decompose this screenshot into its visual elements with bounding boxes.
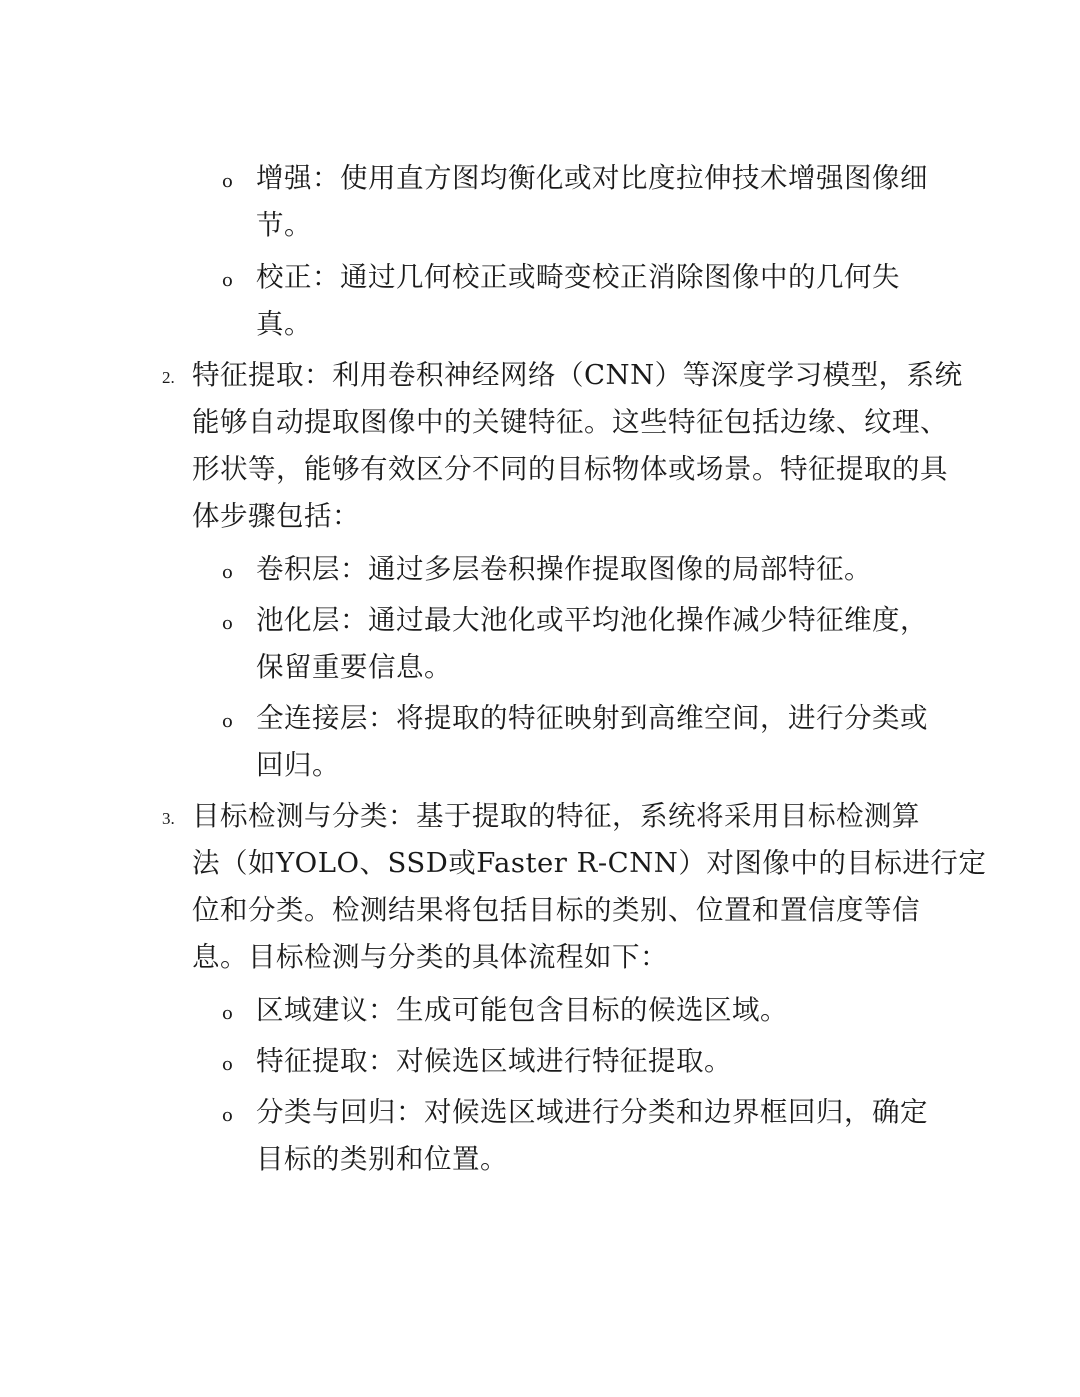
sub-bullet-icon: o (222, 711, 233, 732)
item-text: 形状等，能够有效区分不同的目标物体或场景。特征提取的具 (192, 453, 948, 485)
list-number: 3. (162, 809, 175, 828)
sub-bullet-icon: o (222, 1003, 233, 1024)
sub-item-text: 目标的类别和位置。 (256, 1143, 508, 1175)
sub-item-text: 增强：使用直方图均衡化或对比度拉伸技术增强图像细 (256, 162, 928, 194)
sub-item-text: 分类与回归：对候选区域进行分类和边界框回归，确定 (256, 1096, 928, 1128)
sub-item-text: 真。 (256, 308, 312, 340)
item-text: 法（如YOLO、SSD或Faster R-CNN）对图像中的目标进行定 (192, 847, 987, 879)
sub-item-text: 池化层：通过最大池化或平均池化操作减少特征维度， (256, 604, 928, 636)
sub-bullet-icon: o (222, 1105, 233, 1126)
sub-item-text: 回归。 (256, 749, 340, 781)
sub-bullet-icon: o (222, 562, 233, 583)
sub-item-text: 校正：通过几何校正或畸变校正消除图像中的几何失 (256, 261, 900, 293)
sub-item-text: 全连接层：将提取的特征映射到高维空间，进行分类或 (256, 702, 928, 734)
sub-bullet-icon: o (222, 171, 233, 192)
sub-item-text: 特征提取：对候选区域进行特征提取。 (256, 1045, 732, 1077)
item-text: 位和分类。检测结果将包括目标的类别、位置和置信度等信 (192, 894, 920, 926)
sub-item-text: 节。 (256, 209, 312, 241)
sub-bullet-icon: o (222, 1054, 233, 1075)
sub-bullet-icon: o (222, 613, 233, 634)
list-number: 2. (162, 368, 175, 387)
sub-item-text: 卷积层：通过多层卷积操作提取图像的局部特征。 (256, 553, 872, 585)
item-text: 目标检测与分类：基于提取的特征，系统将采用目标检测算 (192, 800, 920, 832)
sub-item-text: 区域建议：生成可能包含目标的候选区域。 (256, 994, 788, 1026)
item-text: 特征提取：利用卷积神经网络（CNN）等深度学习模型，系统 (192, 359, 963, 391)
item-text: 能够自动提取图像中的关键特征。这些特征包括边缘、纹理、 (192, 406, 948, 438)
item-text: 体步骤包括： (192, 500, 360, 532)
sub-item-text: 保留重要信息。 (256, 651, 452, 683)
item-text: 息。目标检测与分类的具体流程如下： (192, 941, 668, 973)
sub-bullet-icon: o (222, 270, 233, 291)
